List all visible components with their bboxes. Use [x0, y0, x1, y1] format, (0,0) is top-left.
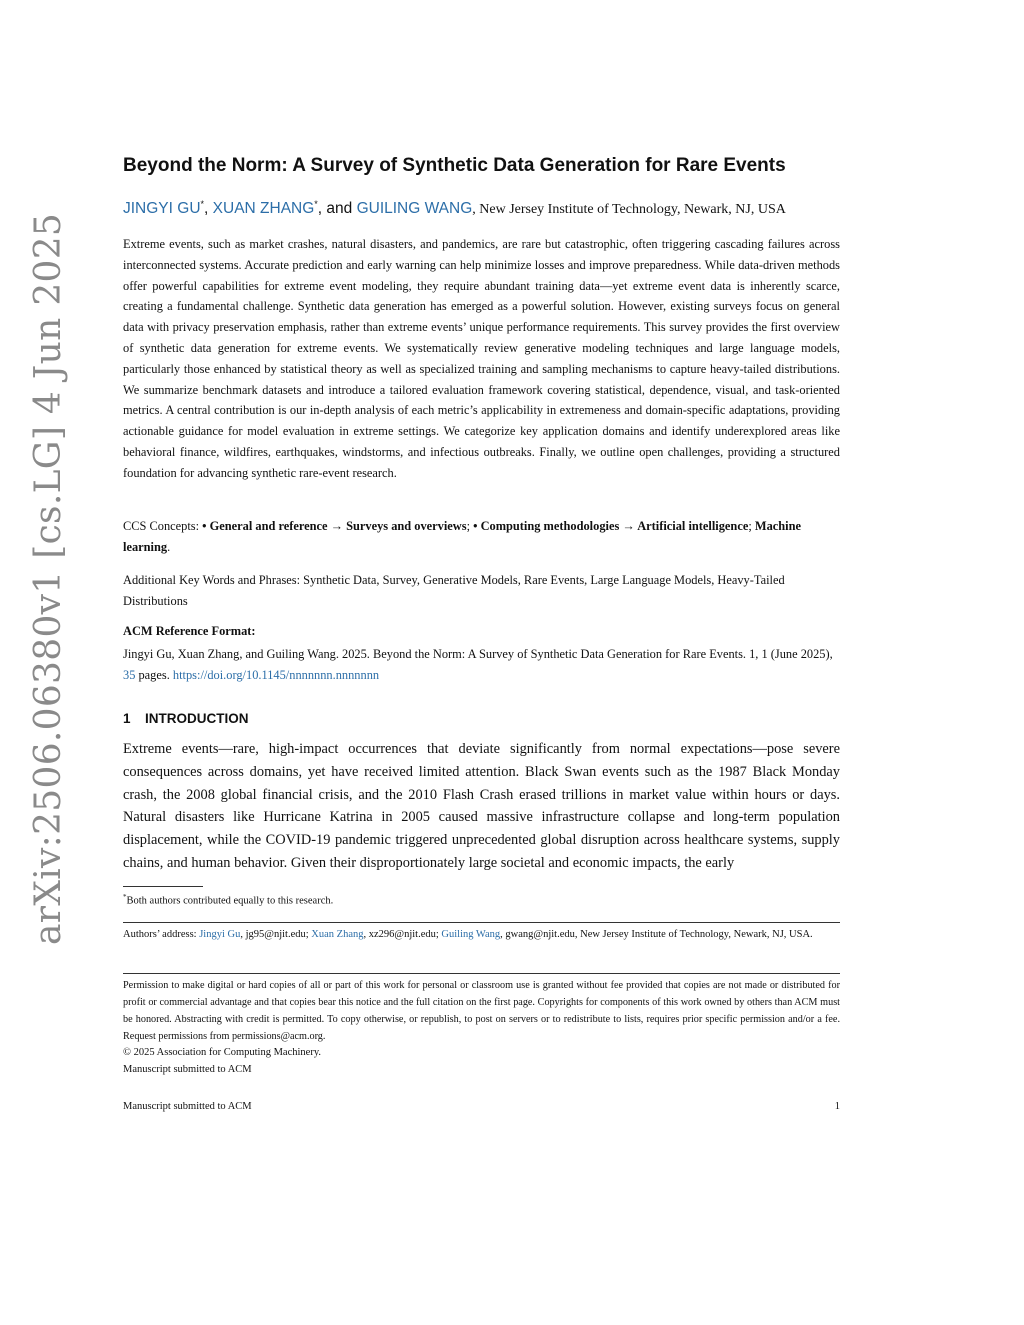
- copyright-notice: © 2025 Association for Computing Machinery.: [123, 1047, 322, 1058]
- page-number: 1: [834, 1101, 840, 1112]
- reference-format-heading: ACM Reference Format:: [123, 624, 256, 638]
- address-email: , jg95@njit.edu;: [240, 929, 312, 940]
- ccs-concept: General and reference: [209, 519, 328, 533]
- section-heading-introduction: [123, 711, 249, 726]
- section-number: 1: [123, 711, 131, 726]
- page-count-link[interactable]: 35: [123, 668, 136, 682]
- address-link-gu[interactable]: Jingyi Gu: [199, 929, 241, 940]
- ccs-arrow: →: [619, 519, 638, 533]
- address-email: , xz296@njit.edu;: [363, 929, 442, 940]
- author-line: [123, 199, 840, 218]
- ccs-concept: Machine learning: [123, 519, 801, 554]
- ccs-concepts: [123, 516, 840, 558]
- ccs-concept: Surveys and overviews: [346, 519, 467, 533]
- footnote-text: Both authors contributed equally to this research.: [126, 895, 334, 907]
- author-link-zhang[interactable]: XUAN ZHANG: [212, 200, 315, 218]
- footnote-mark: *: [123, 893, 127, 901]
- permission-notice: Permission to make digital or hard copies of all or part of this work for personal or classroom use is granted without fee provided that copies are not made or distributed for profit or commercial advantage and that copies bear this notice and the full citation on the first page. Copyrights for components of this work owned by others than ACM must be honored. Abstracting with credit is permitted. To copy otherwise, or republish, to post on servers or to redistribute to lists, requires prior specific permission and/or a fee. Request permissions from permissions@acm.org.: [123, 980, 840, 1042]
- ccs-separator: ;: [466, 519, 474, 533]
- ccs-concept: Artificial intelligence: [637, 519, 749, 533]
- paper-title: Beyond the Norm: A Survey of Synthetic Data Generation for Rare Events: [123, 155, 786, 176]
- ccs-label: CCS Concepts:: [123, 519, 203, 533]
- section-title: INTRODUCTION: [145, 711, 249, 726]
- reference-citation: Jingyi Gu, Xuan Zhang, and Guiling Wang. 2025. Beyond the Norm: A Survey of Synthetic Data Generation for Rare Events. 1, 1 (June 2025),: [123, 647, 833, 661]
- author-link-wang[interactable]: GUILING WANG: [356, 200, 473, 218]
- authors-address: [123, 926, 840, 943]
- keywords: [123, 570, 840, 611]
- author-affiliation: , New Jersey Institute of Technology, Newark, NJ, USA: [472, 202, 786, 218]
- author-separator: ,: [204, 200, 213, 218]
- address-label: Authors’ address:: [123, 929, 200, 940]
- permission-rule: [123, 973, 840, 974]
- author-link-gu[interactable]: JINGYI GU: [123, 200, 201, 218]
- ccs-bullet: •: [202, 519, 210, 533]
- author-separator: , and: [317, 200, 357, 218]
- introduction-paragraph: Extreme events—rare, high-impact occurrences that deviate significantly from normal expectations—pose severe consequences across domains, yet have received limited attention. Black Swan events such as the 1987 Black Monday crash, the 2008 global financial crisis, and the 2010 Flash Crash erased trillions in market value within hours or days. Natural disasters like Hurricane Katrina in 2005 caused massive infrastructure collapse and long-term population displacement, while the COVID-19 pandemic triggered unprecedented global disruption across healthcare systems, supply chains, and human behavior. Given their disproportionately large societal and economic impacts, the early: [123, 741, 840, 871]
- address-rule: [123, 922, 840, 923]
- reference-pages-label: pages.: [135, 668, 173, 682]
- equal-contribution-mark: *: [200, 199, 205, 209]
- arxiv-stamp: arXiv:2506.06380v1 [cs.LG] 4 Jun 2025: [28, 212, 69, 945]
- footnote: [123, 893, 333, 907]
- doi-link[interactable]: https://doi.org/10.1145/nnnnnnn.nnnnnnn: [172, 668, 380, 682]
- keywords-text: Synthetic Data, Survey, Generative Models, Rare Events, Large Language Models, Heavy-Tailed Distributions: [123, 573, 785, 608]
- abstract: Extreme events, such as market crashes, natural disasters, and pandemics, are rare but catastrophic, often triggering cascading failures across interconnected systems. Accurate prediction and early warning can help minimize losses and improve preparedness. While data-driven methods offer powerful capabilities for extreme event modeling, they require abundant training data—yet extreme event data is inherently scarce, creating a fundamental challenge. Synthetic data generation has emerged as a powerful solution. However, existing surveys focus on general data with privacy preservation emphasis, rather than extreme events’ unique performance requirements. This survey provides the first overview of synthetic data generation for extreme events. We systematically review generative modeling techniques and large language models, particularly those enhanced by statistical theory as well as specialized training and sampling mechanisms to capture heavy-tailed distributions. We summarize benchmark datasets and introduce a tailored evaluation framework covering statistical, dependence, visual, and task-oriented metrics. A central contribution is our in-depth analysis of each metric’s applicability in extremeness and domain-specific adaptations, providing actionable guidance for model evaluation in extreme settings. We categorize key application domains and identify underexplored areas like behavioral finance, wildfires, earthquakes, windstorms, and infectious outbreaks. Finally, we outline open challenges, providing a structured foundation for advancing synthetic rare-event research.: [123, 237, 840, 480]
- keywords-label: Additional Key Words and Phrases:: [123, 573, 304, 587]
- footer-manuscript: Manuscript submitted to ACM: [123, 1101, 252, 1112]
- address-email: , gwang@njit.edu, New Jersey Institute of Technology, Newark, NJ, USA.: [500, 929, 813, 940]
- ccs-arrow: →: [327, 519, 347, 533]
- manuscript-note: Manuscript submitted to ACM: [123, 1064, 252, 1075]
- ccs-bullet: •: [473, 519, 481, 533]
- ccs-concept: Computing methodologies: [480, 519, 620, 533]
- footnote-rule: [123, 886, 203, 887]
- ccs-separator: ;: [748, 519, 755, 533]
- equal-contribution-mark: *: [314, 199, 318, 209]
- address-link-zhang[interactable]: Xuan Zhang: [311, 929, 364, 940]
- ccs-end: .: [167, 540, 171, 554]
- address-link-wang[interactable]: Guiling Wang: [441, 929, 501, 940]
- reference-format-text: [123, 644, 840, 686]
